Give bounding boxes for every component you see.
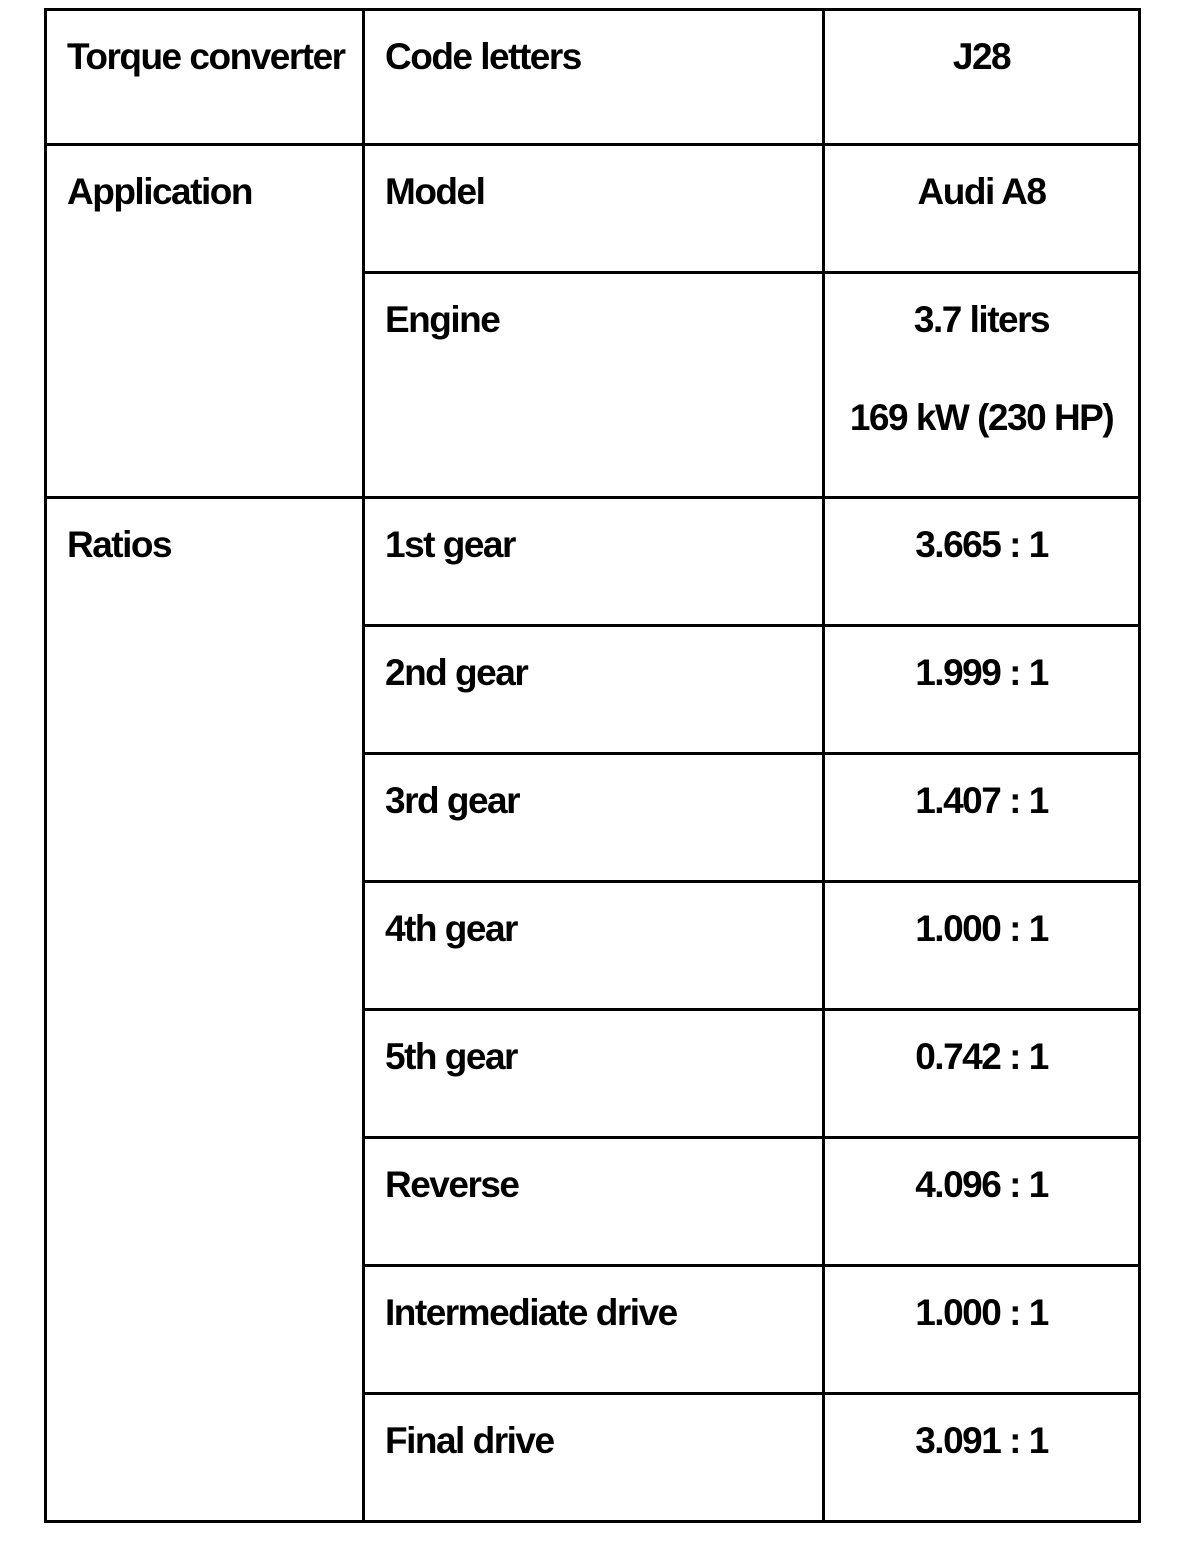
- param-label-final-drive: Final drive: [364, 1394, 824, 1522]
- param-label-3rd-gear: 3rd gear: [364, 754, 824, 882]
- group-label-ratios: Ratios: [46, 498, 364, 1522]
- value-model: [824, 145, 1140, 273]
- param-label-1st-gear: 1st gear: [364, 498, 824, 626]
- value-3rd-gear: 1.407 : 1: [824, 754, 1140, 882]
- spec-table: [44, 8, 1141, 1523]
- value-reverse: 4.096 : 1: [824, 1138, 1140, 1266]
- table-row: [46, 498, 1140, 626]
- param-label-reverse: Reverse: [364, 1138, 824, 1266]
- value-code-letters: J28: [824, 10, 1140, 145]
- value-4th-gear: 1.000 : 1: [824, 882, 1140, 1010]
- value-5th-gear: 0.742 : 1: [824, 1010, 1140, 1138]
- value-line: 3.7 liters: [913, 299, 1050, 340]
- group-label-torque-converter: Torque converter: [46, 10, 364, 145]
- param-label-4th-gear: 4th gear: [364, 882, 824, 1010]
- table-row: [46, 145, 1140, 273]
- param-label-engine: Engine: [364, 273, 824, 498]
- value-2nd-gear: 1.999 : 1: [824, 626, 1140, 754]
- value-line: Audi A8: [917, 171, 1046, 212]
- value-final-drive: 3.091 : 1: [824, 1394, 1140, 1522]
- value-1st-gear: 3.665 : 1: [824, 498, 1140, 626]
- param-label-model: Model: [364, 145, 824, 273]
- param-label-5th-gear: 5th gear: [364, 1010, 824, 1138]
- value-line: 169 kW (230 HP): [849, 397, 1114, 438]
- param-label-code-letters: Code letters: [364, 10, 824, 145]
- value-engine: [824, 273, 1140, 498]
- table-row: [46, 10, 1140, 145]
- group-label-application: Application: [46, 145, 364, 498]
- param-label-2nd-gear: 2nd gear: [364, 626, 824, 754]
- value-intermediate-drive: 1.000 : 1: [824, 1266, 1140, 1394]
- param-label-intermediate-drive: Intermediate drive: [364, 1266, 824, 1394]
